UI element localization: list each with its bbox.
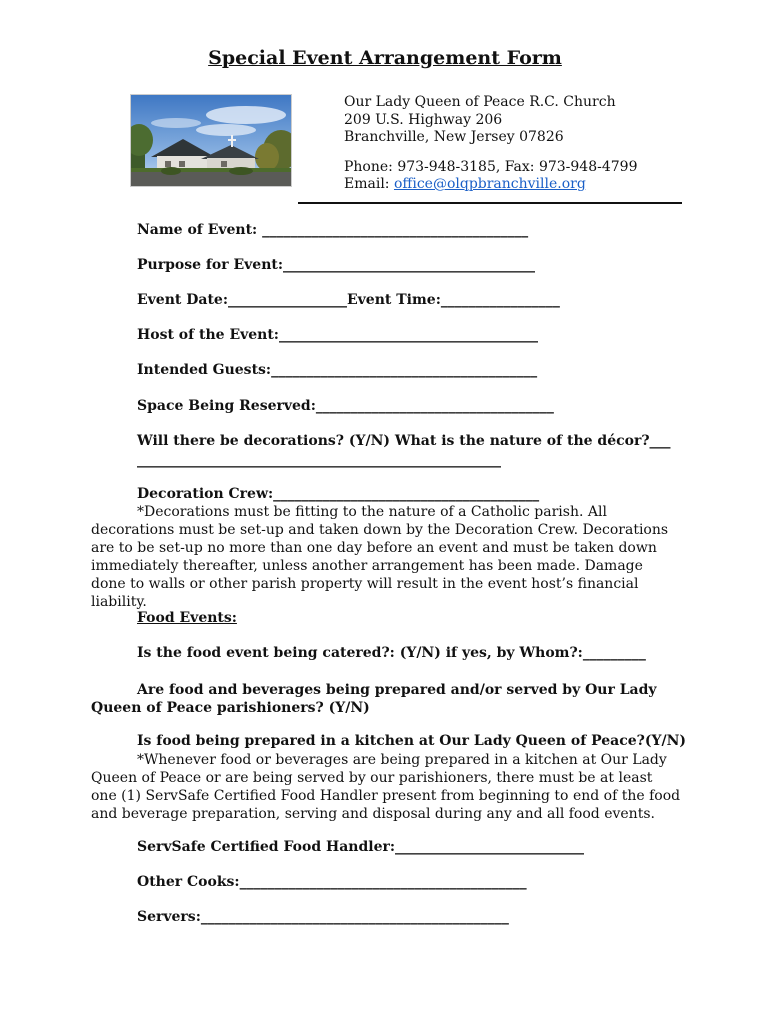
church-address [344,94,637,194]
email-link[interactable]: office@olqpbranchville.org [393,176,586,192]
catered-field[interactable]: Is the food event being catered?: (Y/N) if yes, by Whom?:_________ [137,645,646,661]
name-of-event-field[interactable]: Name of Event: ______________________________________ [137,222,529,238]
church-city: Branchville, New Jersey 07826 [344,129,564,145]
purpose-field[interactable]: Purpose for Event:____________________________________ [137,257,536,273]
church-name: Our Lady Queen of Peace R.C. Church [344,94,616,110]
email-label: Email: [344,176,394,192]
servsafe-handler-field[interactable]: ServSafe Certified Food Handler:___________________________ [137,839,585,855]
host-field[interactable]: Host of the Event:_____________________________________ [137,327,538,343]
servers-field[interactable]: Servers:____________________________________________ [137,909,509,925]
event-date-time-row [137,292,560,308]
parishioners-question[interactable]: Are food and beverages being prepared and/or served by Our Lady Queen of Peace parishioners? (Y/N) [91,682,657,716]
decorations-note: *Decorations must be fitting to the nature of a Catholic parish. All decorations must be set-up and taken down by the Decoration Crew. Decorations are to be set-up no more than one day before an event and must be taken down immediately thereafter, unless another arrangement has been made. Damage done to walls or other parish property will result in the event host’s financial liability. [91,504,669,610]
event-time-field[interactable]: Event Time:_________________ [347,292,560,308]
food-events-heading: Food Events: [137,610,237,626]
decoration-crew-field[interactable]: Decoration Crew:______________________________________ [137,486,540,502]
kitchen-question[interactable]: Is food being prepared in a kitchen at Our Lady Queen of Peace?(Y/N) [137,733,687,749]
church-street: 209 U.S. Highway 206 [344,111,503,128]
space-reserved-field[interactable]: Space Being Reserved:__________________________________ [137,398,554,414]
event-date-field[interactable]: Event Date:_________________ [137,292,347,308]
address-divider [298,202,682,204]
form-title: Special Event Arrangement Form [208,47,562,69]
church-phone-fax: Phone: 973-948-3185, Fax: 973-948-4799 [344,158,638,175]
intended-guests-field[interactable]: Intended Guests:______________________________________ [137,362,538,378]
decorations-field[interactable]: Will there be decorations? (Y/N) What is the nature of the décor?___ [137,433,671,449]
church-email-line [344,176,637,194]
decorations-field-continued[interactable]: ____________________________________________________ [137,452,501,468]
church-photo [130,94,292,187]
other-cooks-field[interactable]: Other Cooks:_________________________________________ [137,874,527,890]
kitchen-note: *Whenever food or beverages are being prepared in a kitchen at Our Lady Queen of Peace or are being served by our parishioners, there must be at least one (1) ServSafe Certified Food Handler present from beginning to end of the food and beverage preparation, serving and disposal during any and all food events. [91,752,681,822]
